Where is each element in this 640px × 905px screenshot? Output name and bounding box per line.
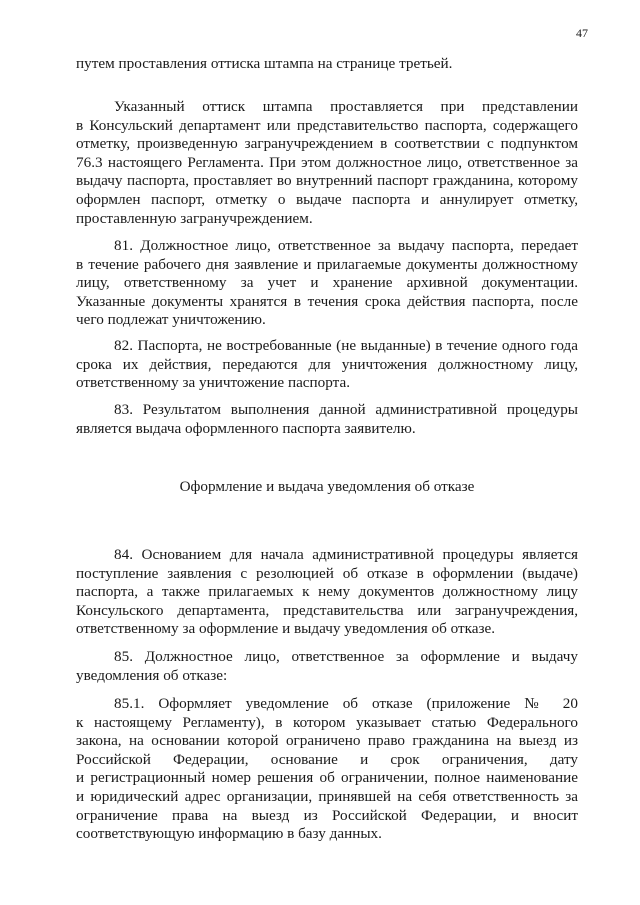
text-line: ответственному за оформление и выдачу уведомления об отказе. bbox=[76, 620, 496, 638]
text-line: и регистрационный номер решения об ограничении, полное наименование bbox=[76, 769, 578, 787]
text-line: 83. Результатом выполнения данной административной процедуры bbox=[114, 401, 578, 418]
text-line: к настоящему Регламенту), в котором указывает статью Федерального bbox=[76, 713, 578, 731]
text-line: соответствующую информацию в базу данных. bbox=[76, 825, 382, 843]
text-line: Российской Федерации, основание и срок ограничения, дату bbox=[76, 750, 578, 768]
text-line: 76.3 настоящего Регламента. При этом должностное лицо, ответственное за bbox=[76, 153, 578, 171]
text-line: 85.1. Оформляет уведомление об отказе (приложение № 20 bbox=[114, 695, 578, 712]
text-line: паспорта, а также прилагаемых к нему документов должностному лицу bbox=[76, 583, 578, 601]
text-line: Указанные документы хранятся в течения срока действия паспорта, после bbox=[76, 292, 578, 310]
text-line: в Консульский департамент или представительство паспорта, содержащего bbox=[76, 116, 578, 134]
text-line: чего подлежат уничтожению. bbox=[76, 311, 266, 329]
text-line: лицу, ответственному за учет и хранение архивной документации. bbox=[76, 274, 578, 292]
text-line: поступление заявления с резолюцией об отказе в оформлении (выдаче) bbox=[76, 564, 578, 582]
paragraph-84 bbox=[76, 546, 578, 639]
paragraph-83 bbox=[76, 401, 578, 438]
text-line: в течение рабочего дня заявление и прилагаемые документы должностному bbox=[76, 255, 578, 273]
text-line: закона, на основании которой ограничено право гражданина на выезд из bbox=[76, 732, 578, 750]
text-line: 82. Паспорта, не востребованные (не выданные) в течение одного года bbox=[114, 337, 578, 354]
paragraph-85-1 bbox=[76, 695, 578, 844]
section-heading: Оформление и выдача уведомления об отказе bbox=[179, 478, 475, 495]
paragraph-81 bbox=[76, 237, 578, 330]
text-line: Консульского департамента, представительства или загранучреждения, bbox=[76, 601, 578, 619]
text-line: Указанный оттиск штампа проставляется при представлении bbox=[114, 98, 578, 115]
page-number: 47 bbox=[576, 26, 588, 40]
text-line: 84. Основанием для начала административной процедуры является bbox=[114, 546, 578, 563]
text-line: проставленную загранучреждением. bbox=[76, 209, 313, 227]
paragraph-82 bbox=[76, 337, 578, 393]
text-line: ответственному за уничтожение паспорта. bbox=[76, 374, 351, 392]
text-line: 81. Должностное лицо, ответственное за выдачу паспорта, передает bbox=[114, 237, 578, 254]
text-line: выдачу паспорта, проставляет во внутренний паспорт гражданина, которому bbox=[76, 172, 578, 190]
text-line: является выдача оформленного паспорта заявителю. bbox=[76, 419, 416, 437]
text-line: отметку, произведенную загранучреждением в соответствии с подпунктом bbox=[76, 135, 578, 153]
paragraph-stamp bbox=[76, 98, 578, 228]
text-line: уведомления об отказе: bbox=[76, 666, 228, 684]
text-line: 85. Должностное лицо, ответственное за оформление и выдачу bbox=[114, 648, 578, 665]
text-line: и юридический адрес организации, принявшей на себя ответственность за bbox=[76, 787, 578, 805]
text-line: оформлен паспорт, отметку о выдаче паспорта и аннулирует отметку, bbox=[76, 190, 578, 208]
text-line: срока их действия, передаются для уничтожения должностному лицу, bbox=[76, 355, 578, 373]
text-line: путем проставления оттиска штампа на странице третьей. bbox=[76, 55, 453, 72]
text-line: ограничение права на выезд из Российской Федерации, и вносит bbox=[76, 806, 578, 824]
paragraph-85 bbox=[76, 648, 578, 685]
paragraph-continuation bbox=[76, 55, 578, 74]
